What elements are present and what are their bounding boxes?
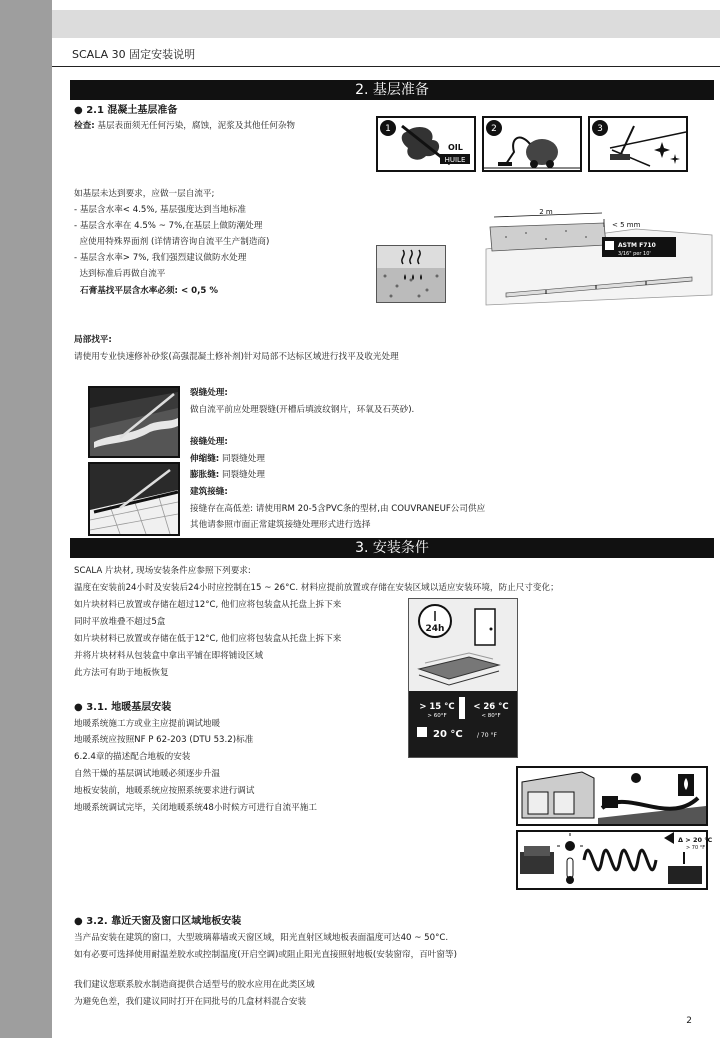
window-line-1: 当产品安装在建筑的窗口，大型玻璃幕墙或天窗区域，阳光直射区域地板表面温度可达40 ~ 50°C.	[74, 933, 449, 943]
leveling-line-1: 如基层未达到要求，应做一层自流平;	[74, 189, 215, 199]
crack-title: 裂缝处理:	[190, 388, 228, 398]
section-2-bar: 2. 基层准备	[70, 80, 714, 100]
building-joint-title: 建筑接缝:	[190, 487, 228, 497]
conditions-line-2: 温度在安装前24小时及安装后24小时应控制在15 ~ 26°C. 材料应提前放置或存储在安装区域以适应安装环境，防止尺寸变化；	[74, 583, 559, 593]
header-rule	[52, 66, 720, 67]
expansion-label: 伸缩缝:	[190, 454, 220, 464]
acclimatization-illustration	[408, 598, 518, 758]
step-1-number: 1	[385, 124, 391, 134]
astm-label: ASTM F710	[618, 242, 656, 249]
flatness-diagram	[486, 205, 712, 313]
moisture-illustration	[376, 245, 446, 303]
floor-heating-house-illustration	[516, 766, 708, 826]
max-temp-f: < 80°F	[481, 713, 501, 719]
building-joint-line-1: 接缝存在高低差: 请使用RM 20-5含PVC条的型材,由 COUVRANEUF公司供应	[190, 504, 486, 514]
local-leveling-text: 请使用专业快速修补砂浆(高强混凝土修补剂)针对局部不达标区域进行找平及收光处理	[74, 352, 399, 362]
swelling-label: 膨胀缝:	[190, 470, 220, 480]
heading-2-1: ● 2.1 混凝土基层准备	[74, 105, 178, 116]
no-oil-illustration	[376, 116, 476, 172]
top-band	[52, 10, 720, 38]
vacuum-illustration	[482, 116, 582, 172]
heating-line-4: 自然干燥的基层调试地暖必须逐步升温	[74, 769, 221, 779]
heating-line-5: 地板安装前，地暖系统应按照系统要求进行调试	[74, 786, 255, 796]
delta-label: Δ > 20 °C	[678, 836, 713, 844]
page-number: 2	[686, 1016, 692, 1026]
step-3-number: 3	[597, 124, 603, 134]
leveling-line-5: - 基层含水率> 7%, 我们强烈建议做防水处理	[74, 253, 247, 263]
min-temp: > 15 °C	[419, 702, 455, 712]
crack-text: 做自流平前应处理裂缝(开槽后填波纹钢片，环氧及石英砂).	[190, 405, 415, 415]
temperature-difference-illustration	[516, 830, 713, 890]
ideal-temp: 20 °C	[433, 729, 463, 740]
advice-line-2: 为避免色差，我们建议同时打开在同批号的几盒材料混合安装	[74, 997, 307, 1007]
section-3-bar: 3. 安装条件	[70, 538, 714, 558]
swelling-text: 同裂缝处理	[219, 470, 265, 480]
leveling-line-6: 达到标准后再做自流平	[74, 269, 166, 279]
heating-line-3: 6.2.4章的描述配合地板的安装	[74, 752, 191, 762]
document-title: SCALA 30 固定安装说明	[72, 48, 196, 61]
check-line	[74, 118, 295, 134]
heating-line-6: 地暖系统调试完毕，关闭地暖系统48小时候方可进行自流平施工	[74, 803, 317, 813]
leveling-line-2: - 基层含水率< 4.5%, 基层强度达到当地标准	[74, 205, 246, 215]
astm-sub-label: 3/16" per 10'	[618, 251, 651, 257]
check-text: 基层表面须无任何污染，腐蚀，泥浆及其他任何杂物	[94, 121, 296, 131]
delta-f-label: > 70 °F	[686, 845, 706, 851]
clock-label: 24h	[425, 624, 445, 634]
conditions-line-7: 此方法可有助于地板恢复	[74, 668, 169, 678]
heading-3-1: ● 3.1. 地暖基层安装	[74, 702, 172, 713]
side-bar	[0, 0, 52, 1038]
advice-line-1: 我们建议您联系胶水制造商提供合适型号的胶水应用在此类区域	[74, 980, 315, 990]
local-leveling-title: 局部找平:	[74, 335, 112, 345]
leveling-line-4: 应使用特殊界面剂 (详情请咨询自流平生产制造商)	[74, 237, 270, 247]
swelling-joint-line	[190, 467, 265, 483]
gypsum-moisture: 石膏基找平层含水率必须: < 0,5 %	[80, 286, 218, 296]
window-line-2: 如有必要可选择使用耐温差胶水或控制温度(开启空调)或阻止阳光直接照射地板(安装窗帘，百叶窗等)	[74, 950, 457, 960]
building-joint-line-2: 其他请参照市面正常建筑接缝处理形式进行选择	[190, 520, 371, 530]
heading-3-2: ● 3.2. 靠近天窗及窗口区域地板安装	[74, 916, 242, 927]
min-temp-f: > 60°F	[427, 713, 447, 719]
max-temp: < 26 °C	[473, 702, 509, 712]
crack-repair-illustration	[88, 386, 180, 458]
heating-line-2: 地暖系统应按照NF P 62-203 (DTU 53.2)标准	[74, 735, 254, 745]
conditions-line-1: SCALA 片块材, 现场安装条件应参照下列要求:	[74, 566, 251, 576]
expansion-text: 同裂缝处理	[219, 454, 265, 464]
mopping-illustration	[588, 116, 688, 172]
conditions-line-4: 同时平放堆叠不超过5盒	[74, 617, 166, 627]
joint-title: 接缝处理:	[190, 437, 228, 447]
tolerance-label: < 5 mm	[612, 221, 641, 229]
span-label: 2 m	[539, 208, 553, 216]
conditions-line-5: 如片块材料已放置或存储在低于12°C, 他们应将包装盒从托盘上拆下来	[74, 634, 342, 644]
conditions-line-3: 如片块材料已放置或存储在超过12°C, 他们应将包装盒从托盘上拆下来	[74, 600, 342, 610]
expansion-joint-line	[190, 451, 265, 467]
check-label: 检查:	[74, 121, 95, 131]
leveling-line-3: - 基层含水率在 4.5% ~ 7%,在基层上做防潮处理	[74, 221, 263, 231]
joint-treatment-illustration	[88, 462, 180, 536]
ideal-temp-f: / 70 °F	[477, 732, 497, 739]
huile-label: HUILE	[444, 156, 466, 164]
heating-line-1: 地暖系统施工方或业主应提前调试地暖	[74, 719, 221, 729]
step-2-number: 2	[491, 124, 497, 134]
oil-label: OIL	[448, 143, 463, 152]
conditions-line-6: 并将片块材料从包装盒中拿出平铺在即将铺设区域	[74, 651, 264, 661]
